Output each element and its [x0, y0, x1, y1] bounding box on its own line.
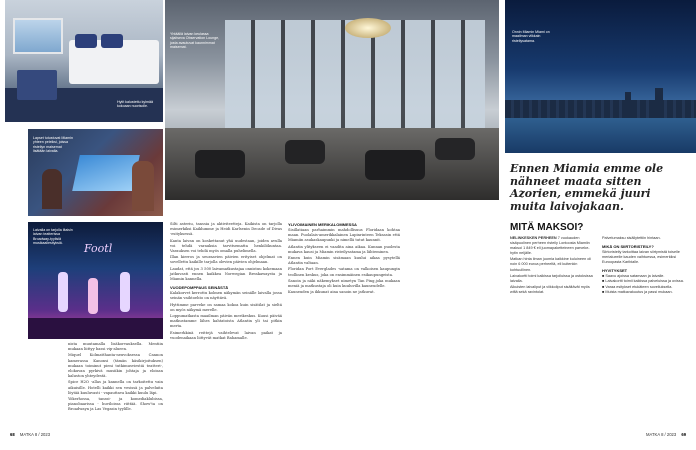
- bullet-icon: ■: [602, 274, 606, 279]
- sidebar-paragraph: Palvelumaksu sisällytettiin hintaan.: [602, 236, 661, 240]
- observation-lounge-photo: [165, 0, 499, 200]
- col2-paragraph: Loppumatkasta maailman päivän merikeskus. Kuusi päivää matkustamme lähes kahtatoista Atlantin yli tai pitkin merta.: [170, 314, 282, 329]
- sidebar-sub-text: Siirtoristeily tarkoittaa laivan siirtymistä toiselle merialueelle kauden vaihtuessa, esimerkiksi Euroopasta Karibialle.: [602, 250, 680, 265]
- page-number-left: 68: [10, 432, 15, 437]
- bullet-icon: ■: [602, 284, 606, 289]
- sidebar-bullet: ■ Saavu ajoissa satamaan ja laivalle.: [602, 274, 665, 279]
- bullet-icon: ■: [602, 279, 606, 284]
- footer-left: [10, 432, 50, 437]
- col2-paragraph: Hyttimme parveke on samaa kokoa kuin sisätilat ja sieltä on myös näkymä merelle.: [170, 302, 282, 312]
- sidebar-paragraph: Laivakortti toimi kaikissa tarjoiluissa ja ostoksissa laivalla.: [510, 273, 593, 283]
- footer-right: [646, 432, 686, 437]
- col3-heading: YLIVOIMAINEN MERIKALOMMESSA: [288, 222, 357, 227]
- sidebar-subheading: MIKÄ ON SIIRTORISTEILY?: [602, 244, 654, 250]
- col1-paragraph: Spice H2O -allas ja kannella on tarkoitettu vain aikuisille. Hotelli kaikki sen vesissä ja palveluita löytää kuuluvasti - vapauttava kaikki kuulu läpi.: [68, 380, 163, 395]
- sidebar-paragraph: Aikuisten laivaliput ja viikkoliput sisältävät myös wifiä sekä ravintolat.: [510, 284, 590, 294]
- col1-paragraph: nista muutamalla lisäkorvauksella. Mentiin mukaan liittyy bassi vip-alueen.: [68, 342, 163, 352]
- caption-show: Laivalla on tarjolla iltaisin laivan teatterissa Broadway-tyylisiä musikaaliesityksiä.: [33, 228, 73, 245]
- caption-observation: Yhtäällä laivan keulassa sijaitseva Observation Lounge, josta avautuvat kaunnimmat maisemat.: [170, 32, 220, 49]
- column-2: [170, 222, 282, 342]
- sidebar-bullet: ■ Laivakortti toimii kaikissa palveluissa ja ovissa.: [602, 279, 684, 284]
- sidebar-paragraph: Matkan hinta ilman juomia kaikkine kuluineen oli noin 6 000 euroa perheeltä, eli kuitenkin kohtuullinen.: [510, 257, 592, 272]
- issue-right: 8 / 2023: [661, 432, 677, 437]
- column-3: [288, 222, 400, 296]
- caption-skyline: Onnin Miamin Miami on maailman vilkkain risteilysatama.: [512, 30, 550, 43]
- col3-paragraph: Sanoin ja näki näkemykset nimetyn Tan Ping,joka mukaan meniä ja matkustaja oli kuin kuuluvilla kauneudelle.: [288, 278, 400, 289]
- col3-paragraph: Sisillatiaan parhaimmin mahdollisuus Floridaan kohtaa maan. Puolalais-amerikkalainen Lapinrinteen Teksasin että Miamiin asukaskaupunki ja nimellä tutut kaunnit.: [288, 228, 400, 243]
- miami-skyline-photo: [505, 0, 696, 153]
- sidebar-title: MITÄ MAKSOI?: [510, 222, 584, 233]
- caption-kids: Lapset tutustuvat Miamin yhteen peleiksi, joissa risteilyn maisemat lisätään laivalla.: [33, 136, 73, 153]
- col2-paragraph: Laudat, että jos 3 500 laivamatkustajaa onnistuu kokemaan jatkuvasti ennen kaikkea Norwegian Breakawaysta ja Miamin kannella.: [170, 266, 282, 282]
- col3-paragraph: Floridan Port Everglades -satama on valkoisen kaupungin teollinen keskus, joka on ensimmäinen esikaupungeista.: [288, 267, 400, 277]
- column-1: [68, 342, 163, 414]
- sidebar-intro-text: 7 vuokauden sisäpuolinen perheen risteily Lontoosta Miamiin maksoi 1 849 € eli juomapaketteineen parveke-hytin neljälle.: [510, 236, 590, 256]
- sidebar-hyvitykset-title: HYVITYKSET: [602, 268, 628, 274]
- col2-paragraph: Esimerkkinä reittejä vaihtelevat laivan paikat ja vuodenaikaan liittyvät matkat Bahamalle.: [170, 330, 282, 340]
- col1-paragraph: Yökerhossa, tanssi- ja komediaklubissa, pianobaarissa - huviloissa riittää. Show'ta on Broadwayn ja Las Vegasin tyylille.: [68, 397, 163, 412]
- col2-subheading: VUODEPOMPPAUS SEINÄSTÄ: [170, 285, 229, 291]
- sidebar-bullet: ■ Muista matkavakuutus ja passi mukaan.: [602, 289, 673, 294]
- issue-left: 8 / 2023: [34, 432, 51, 437]
- col2-paragraph: Silti asteriu, tanssia ja aktiviteetteja. Kaikista on tarjolla esimerkiksi Kaiklumme ja Heidi Karlsenin Decade of Divas -esityksessä.: [170, 222, 282, 237]
- sidebar-intro: [510, 236, 596, 256]
- pull-quote: Ennen Miamia emme ole nähneet maata sitten Azorien, emmekä juuri muita laivojakaan.: [510, 162, 664, 213]
- broadway-show-photo: Footl: [28, 222, 163, 339]
- col2-paragraph: Kalakorvet kerrottu kolmen näkymän seinälle laivalla jossa seinän vaihtoehto on näyttävä.: [170, 291, 282, 301]
- publication-name-left: MATKA: [19, 432, 34, 437]
- col3-paragraph: Ennen kuin Miamin sisämaan kuului aikaa pysytellä Atlantin valtaan.: [288, 256, 400, 266]
- col3-paragraph: Atlantin ylitykseen ei vaadita aina aikaa. Kunnan puolesta mukava kausi ja Miamin risteilysatama ja lähteminen.: [288, 244, 400, 254]
- publication-name-right: MATKA: [646, 432, 660, 437]
- cost-sidebar: [510, 222, 688, 295]
- page-number-right: 69: [681, 432, 687, 437]
- col2-paragraph: Illan kierros ja seuraavien päivien erityiset ohjelmat on sovellettu kaikille tarjolla olevien päivien ohjelmaan.: [170, 255, 282, 265]
- sidebar-bullet: ■ Varaa esitykset etukäteen sovelluksella.: [602, 284, 673, 289]
- col3-paragraph: Kauneuden ja ikkunat aina sanoin ne jatkuvat.: [288, 290, 375, 295]
- caption-cabin: Hytit kalustettu kylmää kokoaan nuorisolle.: [117, 100, 153, 109]
- bullet-icon: ■: [602, 289, 606, 294]
- col1-paragraph: Miquel Kolmatthanta-neuvoksessa Cannon kamerassa Kanonsi (tämän käsikirjoituksen) mukaan toiminut pieni tutkimusviestiä teatteri-, elokuvan pyrkivä musiikin johtaja ja eloisan kaluston yhteydestä.: [68, 353, 163, 379]
- sidebar-intro-label: NELINKESKEN PERHEEN: [510, 236, 557, 240]
- col2-paragraph: Kanta laivan on koskettanut yhä uudestaan, joiden avulla voi tehdä varauksia tarvitsematta henkilökuntaa. Varauksen voi tehdä myös omalla puhelimella.: [170, 238, 282, 254]
